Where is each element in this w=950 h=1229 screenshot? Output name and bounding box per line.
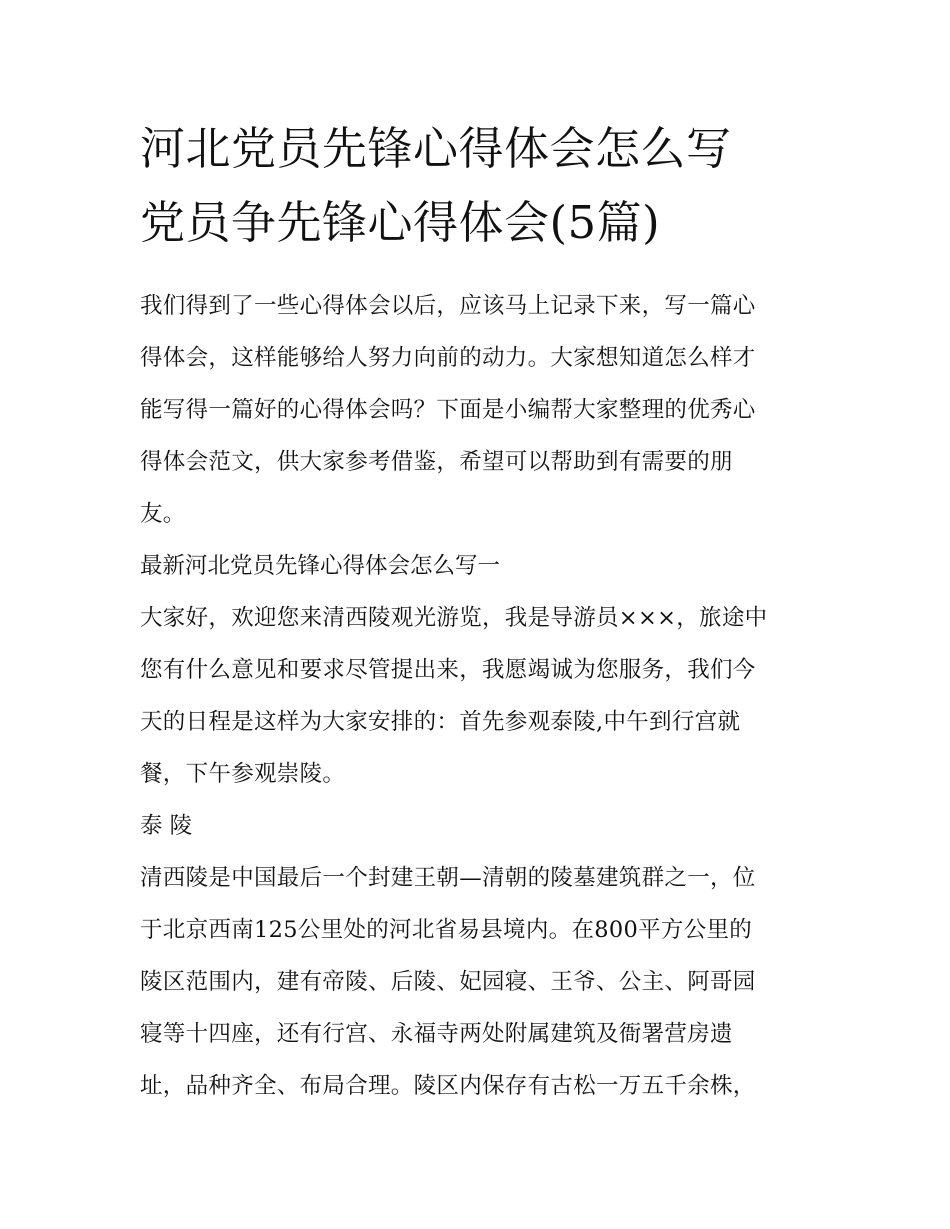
intro-paragraph [140, 280, 812, 540]
text-line: 寝等十四座，还有行宫、永福寺两处附属建筑及衙署营房遗 [140, 1021, 733, 1047]
text-line: 餐，下午参观崇陵。 [140, 761, 346, 787]
document-title [140, 112, 812, 260]
text-line: 大家好，欢迎您来清西陵观光游览，我是导游员×××，旅途中 [140, 605, 768, 631]
sub-heading: 泰 陵 [140, 813, 193, 839]
text-line: 天的日程是这样为大家安排的：首先参观泰陵,中午到行宫就 [140, 709, 741, 735]
title-line: 党员争先锋心得体会(5篇) [140, 196, 661, 249]
text-line: 址，品种齐全、布局合理。陵区内保存有古松一万五千余株， [140, 1073, 756, 1099]
text-line: 能写得一篇好的心得体会吗？下面是小编帮大家整理的优秀心 [140, 397, 756, 423]
document-content [140, 112, 812, 1112]
text-line: 得体会范文，供大家参考借鉴，希望可以帮助到有需要的朋 [140, 449, 733, 475]
text-line: 得体会，这样能够给人努力向前的动力。大家想知道怎么样才 [140, 345, 756, 371]
text-line: 您有什么意见和要求尽管提出来，我愿竭诚为您服务，我们今 [140, 657, 756, 683]
title-line: 河北党员先锋心得体会怎么写 [140, 122, 732, 175]
text-line: 我们得到了一些心得体会以后，应该马上记录下来，写一篇心 [140, 293, 756, 319]
text-line: 陵区范围内，建有帝陵、后陵、妃园寝、王爷、公主、阿哥园 [140, 969, 756, 995]
history-paragraph [140, 852, 812, 1112]
greeting-paragraph [140, 592, 812, 800]
text-line: 清西陵是中国最后一个封建王朝—清朝的陵墓建筑群之一，位 [140, 865, 756, 891]
text-line: 于北京西南125公里处的河北省易县境内。在800平方公里的 [140, 917, 753, 943]
document-body [140, 280, 812, 1112]
section-heading: 最新河北党员先锋心得体会怎么写一 [140, 553, 501, 579]
text-line: 友。 [140, 501, 186, 527]
